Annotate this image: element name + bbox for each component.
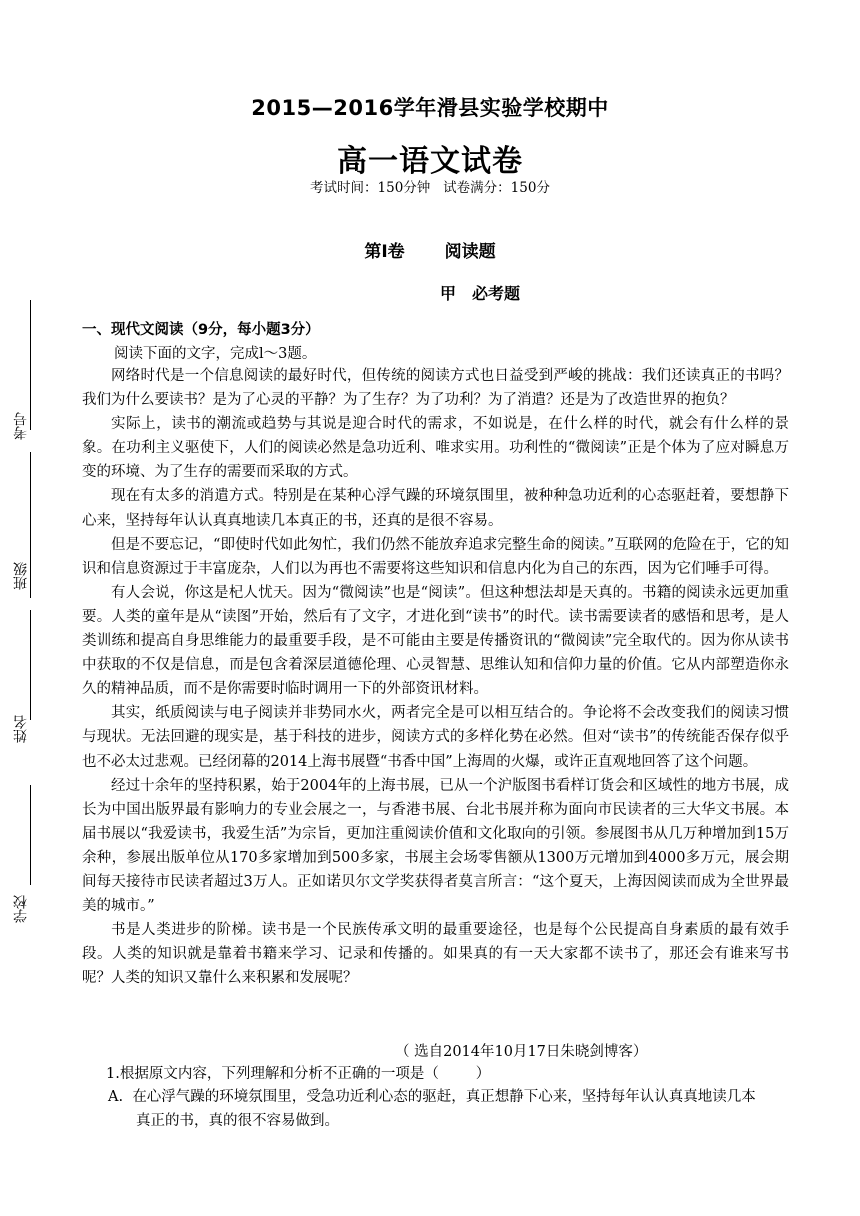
passage-paragraph: 网络时代是一个信息阅读的最好时代，但传统的阅读方式也日益受到严峻的挑战：我们还读真正的书吗？我们为什么要读书？是为了心灵的平静？为了生存？为了功利？为了消遣？还是为了改造世界的抱负？ — [82, 368, 789, 409]
binding-label-xuexiao: 学校 — [13, 895, 29, 923]
passage-paragraph: 但是不要忘记，“即使时代如此匆忙，我们仍然不能放弃追求完整生命的阅读。”互联网的危险在于，它的知识和信息资源过于丰富庞杂，人们以为再也不需要将这些知识和信息内化为自己的东西，因为它们唾手可得。 — [82, 536, 789, 577]
binding-line — [30, 452, 31, 598]
passage-source: （ 选自2014年10月17日朱晓剑博客） — [395, 1044, 648, 1060]
option-a-text-line2: 真正的书，真的很不容易做到。 — [136, 1113, 339, 1129]
exam-meta: 考试时间：150分钟 试卷满分：150分 — [310, 180, 550, 196]
volume-heading — [0, 237, 860, 262]
exam-title-line2: 高一语文试卷 — [337, 144, 523, 179]
binding-label-banji: 班级 — [13, 562, 29, 590]
binding-line — [30, 300, 31, 430]
reading-passage — [82, 364, 789, 990]
passage-paragraph: 实际上，读书的潮流或趋势与其说是迎合时代的需求，不如说是，在什么样的时代，就会有什么样的景象。在功利主义驱使下，人们的阅读必然是急功近利、唯求实用。功利性的“微阅读”正是个体为了应对瞬息万变的环境、为了生存的需要而采取的方式。 — [82, 416, 789, 481]
question-1-stem: 1.根据原文内容，下列理解和分析不正确的一项是（ ） — [106, 1066, 491, 1082]
subsection-prefix: 甲 — [439, 284, 456, 303]
passage-paragraph: 书是人类进步的阶梯。读书是一个民族传承文明的最重要途径，也是每个公民提高自身素质的最有效手段。人类的知识就是靠着书籍来学习、记录和传播的。如果真的有一天大家都不读书了，那还会有谁来写书呢？人类的知识又靠什么来积累和发展呢？ — [82, 922, 789, 987]
binding-line — [30, 610, 31, 720]
section-heading: 一、现代文阅读（9分，每小题3分） — [82, 322, 320, 338]
passage-paragraph: 经过十余年的坚持积累，始于2004年的上海书展，已从一个沪版图书看样订货会和区域性的地方书展，成长为中国出版界最有影响力的专业会展之一，与香港书展、台北书展并称为面向市民读者的三大华文书展。本届书展以“我爱读书，我爱生活”为宗旨，更加注重阅读价值和文化取向的引领。参展图书从几万种增加到15万余种，参展出版单位从170多家增加到500多家，书展主会场零售额从1300万元增加到4000多万元，展会期间每天接待市民读者超过3万人。正如诺贝尔文学奖获得者莫言所言：“这个夏天，上海因阅读而成为全世界最美的城市。” — [82, 777, 789, 915]
subsection-name: 必考题 — [472, 284, 521, 303]
binding-line — [30, 785, 31, 885]
volume-label: 第Ⅰ卷 — [364, 242, 405, 262]
option-a-label: A. — [108, 1089, 124, 1105]
passage-paragraph: 有人会说，你这是杞人忧天。因为“微阅读”也是“阅读”。但这种想法却是天真的。书籍的阅读永远更加重要。人类的童年是从“读图”开始，然后有了文字，才进化到“读书”的时代。读书需要读者的感悟和思考，是人类训练和提高自身思维能力的最重要手段，是不可能由主要是传播资讯的“微阅读”完全取代的。因为你从读书中获取的不仅是信息，而是包含着深层道德伦理、心灵智慧、思维认知和信仰力量的价值。它从内部塑造你永久的精神品质，而不是你需要时临时调用一下的外部资讯材料。 — [82, 584, 789, 698]
question-1-option-a — [108, 1085, 790, 1133]
binding-label-xingming: 姓名 — [13, 715, 29, 743]
passage-paragraph: 现在有太多的消遣方式。特别是在某种心浮气躁的环境氛围里，被种种急功近利的心态驱赶着，要想静下心来，坚持每年认认真真地读几本真正的书，还真的是很不容易。 — [82, 488, 789, 529]
option-a-text-line1: 在心浮气躁的环境氛围里，受急功近利心态的驱赶，真正想静下心来，坚持每年认认真真地读几本 — [132, 1089, 756, 1105]
section-instruction: 阅读下面的文字，完成l～3题。 — [114, 346, 317, 362]
subsection-heading — [50, 281, 860, 304]
exam-title-line1: 2015—2016学年滑县实验学校期中 — [251, 96, 609, 120]
passage-paragraph: 其实，纸质阅读与电子阅读并非势同水火，两者完全是可以相互结合的。争论将不会改变我们的阅读习惯与现状。无法回避的现实是，基于科技的进步，阅读方式的多样化势在必然。但对“读书”的传统能否保存似乎也不必太过悲观。已经闭幕的2014上海书展暨“书香中国”上海周的火爆，或许正直观地回答了这个问题。 — [82, 705, 789, 770]
volume-name: 阅读题 — [444, 242, 496, 262]
binding-label-kaohao: 考号 — [13, 412, 29, 440]
